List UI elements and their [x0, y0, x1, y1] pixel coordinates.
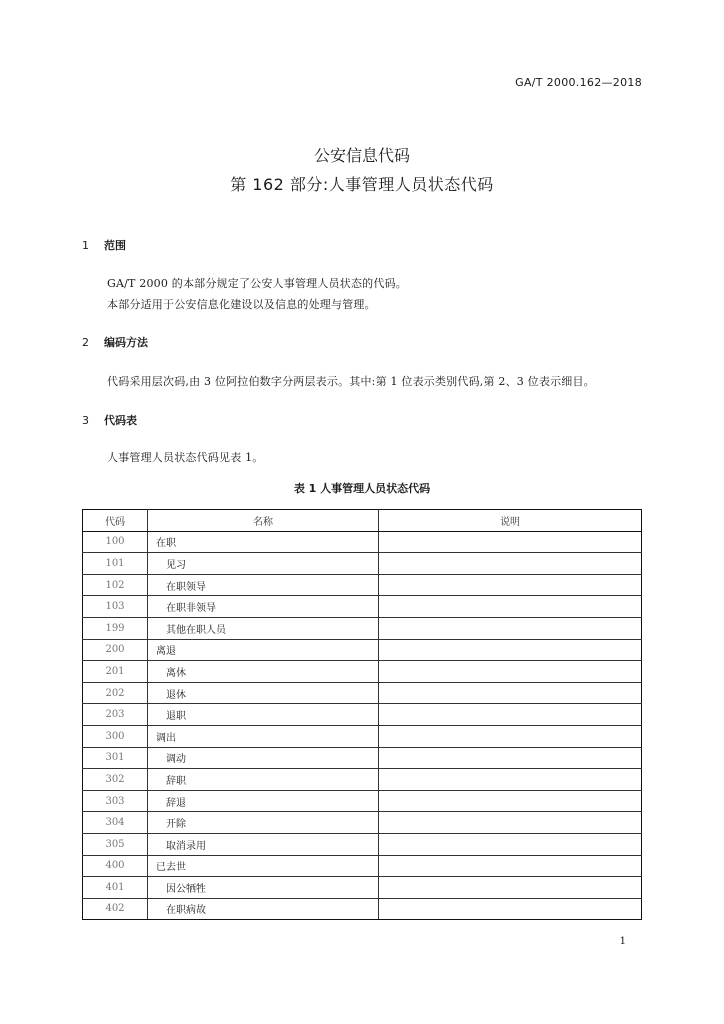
cell-desc: [379, 704, 642, 726]
cell-name: 在职非领导: [148, 596, 379, 618]
cell-name: 因公牺牲: [148, 877, 379, 899]
cell-name: 其他在职人员: [148, 617, 379, 639]
paragraph: GA/T 2000 的本部分规定了公安人事管理人员状态的代码。: [107, 277, 407, 290]
cell-code: 101: [83, 553, 148, 575]
code-table: [82, 509, 642, 920]
table-row: [83, 553, 642, 575]
table-row: [83, 725, 642, 747]
cell-code: 103: [83, 596, 148, 618]
cell-code: 203: [83, 704, 148, 726]
cell-code: 302: [83, 769, 148, 791]
cell-name: 已去世: [148, 855, 379, 877]
table-row: [83, 661, 642, 683]
cell-desc: [379, 682, 642, 704]
table-row: [83, 855, 642, 877]
section-heading-1: [82, 237, 126, 253]
section-title: 范围: [104, 239, 126, 252]
cell-desc: [379, 531, 642, 553]
cell-name: 调动: [148, 747, 379, 769]
header-desc: 说明: [379, 510, 642, 532]
cell-desc: [379, 833, 642, 855]
section-number: 1: [82, 239, 89, 252]
standard-code: GA/T 2000.162—2018: [515, 76, 642, 89]
cell-code: 100: [83, 531, 148, 553]
table-row: [83, 790, 642, 812]
cell-name: 辞职: [148, 769, 379, 791]
section-heading-2: [82, 334, 148, 350]
cell-name: 辞退: [148, 790, 379, 812]
table-row: [83, 812, 642, 834]
cell-name: 离退: [148, 639, 379, 661]
table-row: [83, 531, 642, 553]
cell-code: 102: [83, 574, 148, 596]
cell-code: 301: [83, 747, 148, 769]
cell-code: 300: [83, 725, 148, 747]
cell-desc: [379, 790, 642, 812]
cell-desc: [379, 747, 642, 769]
document-subtitle: 第 162 部分:人事管理人员状态代码: [230, 175, 494, 194]
cell-desc: [379, 812, 642, 834]
section-number: 3: [82, 414, 89, 427]
cell-code: 303: [83, 790, 148, 812]
header-name: 名称: [148, 510, 379, 532]
section-title: 代码表: [104, 414, 137, 427]
cell-desc: [379, 661, 642, 683]
table-row: [83, 639, 642, 661]
table-row: [83, 596, 642, 618]
cell-code: 304: [83, 812, 148, 834]
table-row: [83, 769, 642, 791]
page-number: 1: [619, 936, 626, 947]
cell-name: 取消录用: [148, 833, 379, 855]
section-title: 编码方法: [104, 336, 148, 349]
table-row: [83, 682, 642, 704]
table-body: [83, 531, 642, 920]
cell-desc: [379, 553, 642, 575]
cell-name: 退职: [148, 704, 379, 726]
section-number: 2: [82, 336, 89, 349]
header-code: 代码: [83, 510, 148, 532]
document-title: 公安信息代码: [313, 146, 410, 165]
cell-desc: [379, 898, 642, 920]
table-row: [83, 898, 642, 920]
cell-name: 调出: [148, 725, 379, 747]
cell-desc: [379, 877, 642, 899]
cell-name: 在职领导: [148, 574, 379, 596]
cell-desc: [379, 617, 642, 639]
cell-code: 402: [83, 898, 148, 920]
cell-code: 401: [83, 877, 148, 899]
cell-desc: [379, 725, 642, 747]
section-heading-3: [82, 412, 137, 428]
table-row: [83, 574, 642, 596]
table-row: [83, 877, 642, 899]
paragraph: 人事管理人员状态代码见表 1。: [107, 451, 264, 464]
cell-name: 在职病故: [148, 898, 379, 920]
table-caption: 表 1 人事管理人员状态代码: [293, 482, 431, 495]
paragraph: 代码采用层次码,由 3 位阿拉伯数字分两层表示。其中:第 1 位表示类别代码,第 2、3 位表示细目。: [107, 375, 595, 388]
cell-name: 见习: [148, 553, 379, 575]
cell-name: 离休: [148, 661, 379, 683]
table-header-row: [83, 510, 642, 532]
cell-desc: [379, 596, 642, 618]
table-row: [83, 833, 642, 855]
paragraph: 本部分适用于公安信息化建设以及信息的处理与管理。: [107, 298, 376, 311]
cell-desc: [379, 574, 642, 596]
cell-desc: [379, 855, 642, 877]
table-row: [83, 704, 642, 726]
cell-code: 199: [83, 617, 148, 639]
cell-code: 202: [83, 682, 148, 704]
cell-desc: [379, 639, 642, 661]
cell-code: 305: [83, 833, 148, 855]
cell-name: 在职: [148, 531, 379, 553]
cell-name: 退休: [148, 682, 379, 704]
cell-code: 200: [83, 639, 148, 661]
cell-code: 400: [83, 855, 148, 877]
table-row: [83, 747, 642, 769]
cell-desc: [379, 769, 642, 791]
cell-name: 开除: [148, 812, 379, 834]
table-row: [83, 617, 642, 639]
cell-code: 201: [83, 661, 148, 683]
